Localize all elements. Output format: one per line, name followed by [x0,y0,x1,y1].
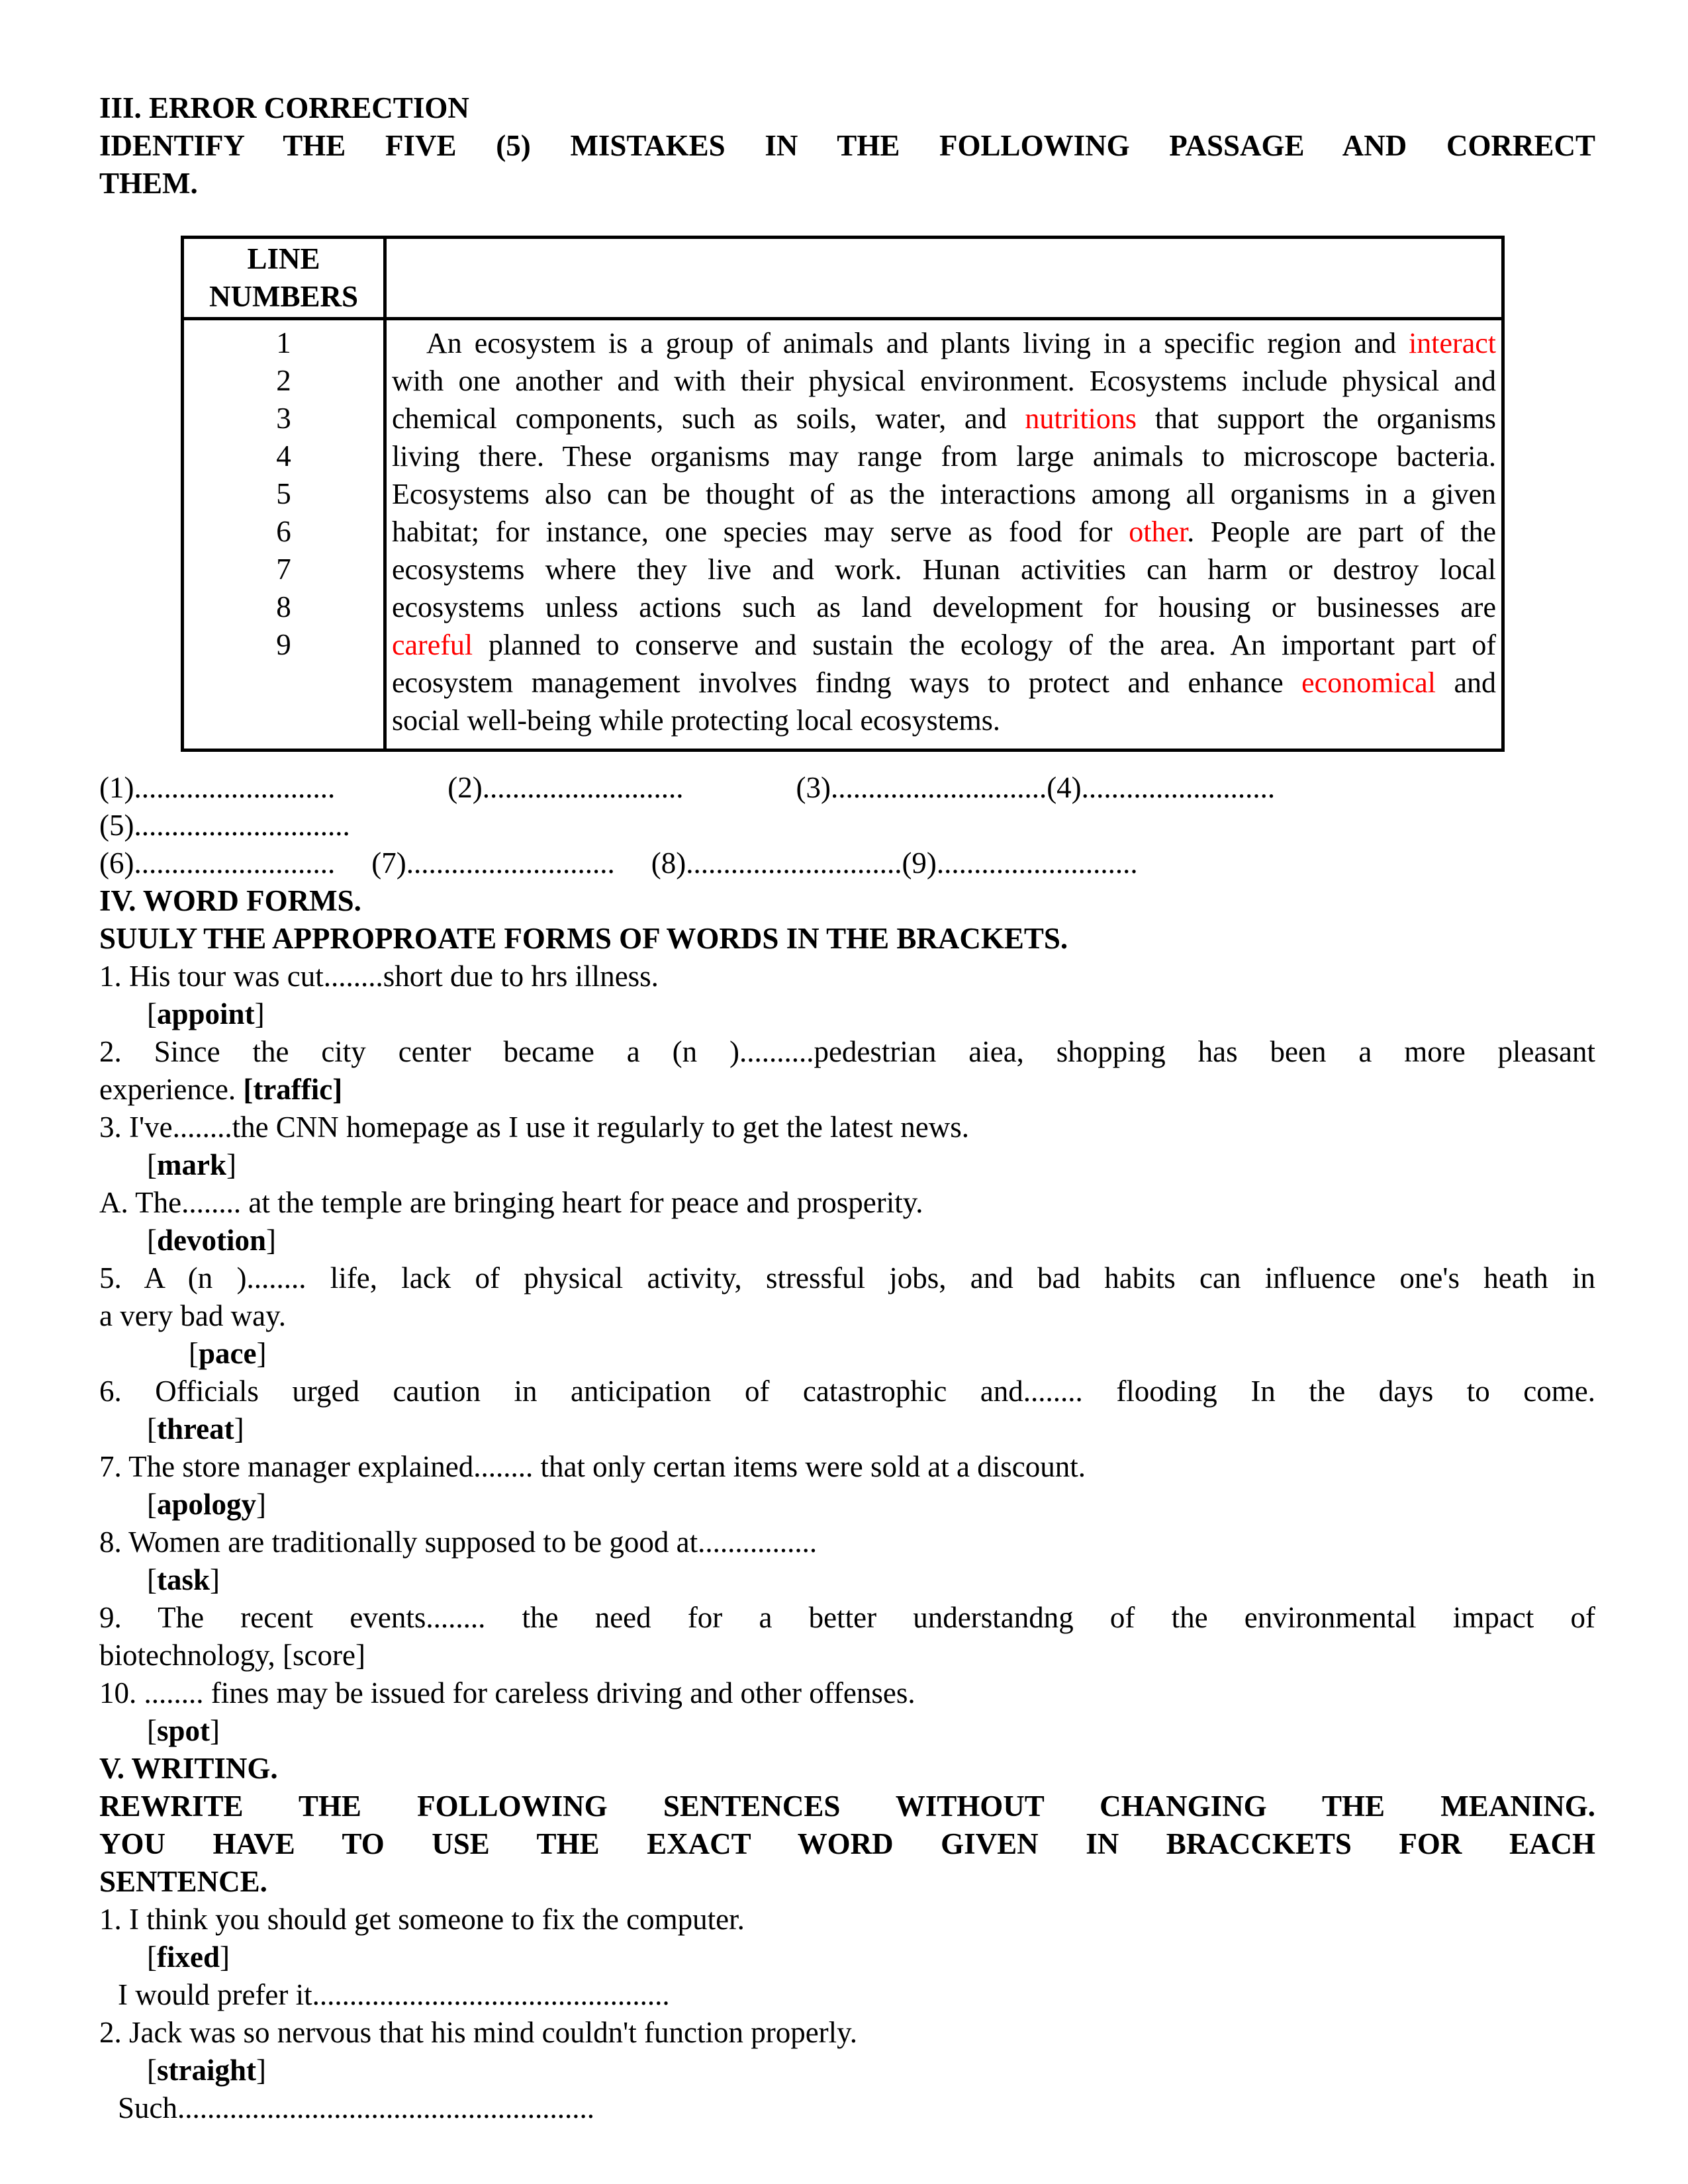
bracket-word: fixed [157,1940,220,1974]
passage-line [392,324,1496,362]
bracket-word: straight [157,2054,256,2087]
line-number: 4 [276,439,291,473]
section-5-subtitle-line-1: REWRITE THE FOLLOWING SENTENCES WITHOUT CHANGING THE MEANING. [99,1790,1595,1823]
sentence-text: 7. The store manager explained........ that only certan items were sold at a discount. [99,1450,1086,1483]
bracket-hint [99,1486,1595,1524]
error-word: economical [1301,666,1436,699]
bracket-open: [ [147,1412,157,1445]
line-number: 7 [276,553,291,586]
line-number: 5 [276,477,291,510]
word-form-sentence [99,1109,1595,1146]
error-correction-table [181,236,1505,752]
word-form-sentence [99,1071,1595,1109]
word-form-sentence [99,1373,1595,1410]
bracket-open: [ [147,1940,157,1974]
bracket-word: threat [157,1412,234,1445]
bracket-word: devotion [157,1224,267,1257]
passage-line [392,400,1496,437]
passage-text: An ecosystem is a group of animals and plants living in a specific region and [426,327,1409,359]
section-4-title: IV. WORD FORMS. [99,884,361,917]
writing-sentence: 1. I think you should get someone to fix the computer. [99,1903,745,1936]
passage-text: ecosystems unless actions such as land development for housing or businesses are [392,591,1496,623]
answer-blank: (5)............................. [99,809,350,842]
bracket-close: ] [210,1714,220,1747]
sentence-text: 8. Women are traditionally supposed to be good at................ [99,1525,818,1559]
word-form-sentence [99,958,1595,995]
bracket-hint [99,1410,1595,1448]
bracket-hint [99,2052,1595,2089]
sentence-text: a very bad way. [99,1299,286,1332]
passage-text: and [1435,666,1496,699]
sentence-text: 2. Since the city center became a (n )..........pedestrian aiea, shopping has been a more pleasant [99,1035,1595,1068]
bracket-word-inline: [traffic] [243,1073,343,1106]
error-word: other [1129,516,1188,548]
passage-line [392,437,1496,475]
bracket-hint [99,1712,1595,1750]
bracket-hint [99,1146,1595,1184]
bracket-close: ] [254,997,265,1030]
writing-answer-blank: I would prefer it................................................ [118,1978,670,2011]
section-4-subtitle: SUULY THE APPROPROATE FORMS OF WORDS IN THE BRACKETS. [99,922,1068,955]
passage-line [392,588,1496,626]
sentence-text: experience. [99,1073,244,1106]
bracket-word: task [157,1563,211,1596]
answer-row [99,769,1595,807]
word-form-sentence [99,1637,1595,1674]
section-3-subtitle-line-1: IDENTIFY THE FIVE (5) MISTAKES IN THE FOLLOWING PASSAGE AND CORRECT [99,129,1595,162]
bracket-hint [99,1938,1595,1976]
answer-blank: (6)........................... [99,846,336,880]
bracket-hint [99,995,1595,1033]
word-form-sentence [99,1033,1595,1071]
bracket-close: ] [226,1148,236,1181]
bracket-close: ] [256,1337,267,1370]
passage-line [392,362,1496,400]
word-form-sentence [99,1184,1595,1222]
passage-text: that support the organisms [1137,402,1496,435]
answer-row [99,807,1595,844]
bracket-word: apology [157,1488,257,1521]
bracket-open: [ [147,997,157,1030]
answer-blank: (2)........................... [447,771,684,804]
word-forms-items [99,958,1595,1750]
word-form-sentence [99,1259,1595,1297]
bracket-close: ] [266,1224,277,1257]
passage-cell [385,319,1503,751]
sentence-text: 10. ........ fines may be issued for careless driving and other offenses. [99,1676,915,1709]
bracket-word: pace [199,1337,257,1370]
passage-line [392,475,1496,513]
line-number: 9 [276,628,291,661]
sentence-text: 3. I've........the CNN homepage as I use it regularly to get the latest news. [99,1111,970,1144]
bracket-open: [ [147,1563,157,1596]
section-5-subtitle-line-3: SENTENCE. [99,1865,267,1898]
passage-text: social well-being while protecting local ecosystems. [392,704,1000,737]
passage-line [392,664,1496,702]
passage-line [392,551,1496,588]
passage-text: ecosystem management involves findng ways to protect and enhance [392,666,1302,699]
bracket-word: appoint [157,997,255,1030]
line-number: 6 [276,515,291,548]
passage-header-empty [385,238,1503,319]
passage-text: habitat; for instance, one species may serve as food for [392,516,1129,548]
bracket-hint [99,1335,1595,1373]
sentence-text: 9. The recent events........ the need for a better understandng of the environmental impact of [99,1601,1595,1634]
word-form-sentence [99,1297,1595,1335]
answer-blank: (8).............................(9)........................... [651,846,1138,880]
error-word: nutritions [1025,402,1137,435]
bracket-close: ] [234,1412,244,1445]
line-number: 8 [276,590,291,623]
sentence-text: A. The........ at the temple are bringing heart for peace and prosperity. [99,1186,923,1219]
bracket-close: ] [256,2054,266,2087]
passage-text: ecosystems where they live and work. Hunan activities can harm or destroy local [392,553,1496,586]
bracket-open: [ [147,2054,157,2087]
writing-sentence: 2. Jack was so nervous that his mind couldn't function properly. [99,2016,857,2049]
word-form-sentence [99,1524,1595,1561]
answer-row [99,844,1595,882]
word-form-sentence [99,1599,1595,1637]
writing-items [99,1901,1595,2127]
sentence-text: 6. Officials urged caution in anticipation of catastrophic and........ flooding In the days to come. [99,1375,1595,1408]
line-numbers-header: LINE NUMBERS [183,238,385,319]
line-numbers-cell [183,319,385,751]
passage-text: Ecosystems also can be thought of as the interactions among all organisms in a given [392,478,1496,510]
bracket-close: ] [220,1940,230,1974]
writing-answer-blank: Such........................................................ [118,2091,594,2124]
passage-text: . People are part of the [1187,516,1496,548]
bracket-hint [99,1222,1595,1259]
bracket-open: [ [189,1337,199,1370]
passage-line [392,513,1496,551]
answer-blank: (1)........................... [99,771,336,804]
answer-blank: (3).............................(4).......................... [796,771,1276,804]
bracket-close: ] [210,1563,220,1596]
bracket-word: spot [157,1714,211,1747]
passage-text: planned to conserve and sustain the ecology of the area. An important part of [473,629,1496,661]
passage-line [392,626,1496,664]
sentence-text: biotechnology, [score] [99,1639,365,1672]
table-header-row [183,238,1503,319]
passage-text: living there. These organisms may range from large animals to microscope bacteria. [392,440,1496,473]
bracket-open: [ [147,1488,157,1521]
answer-blanks-section [99,769,1595,882]
word-form-sentence [99,1448,1595,1486]
error-word: careful [392,629,473,661]
line-number: 1 [276,326,291,359]
passage-text: with one another and with their physical environment. Ecosystems include physical and [392,365,1496,397]
section-3-subtitle-line-2: THEM. [99,167,198,200]
bracket-hint [99,1561,1595,1599]
bracket-close: ] [256,1488,267,1521]
bracket-open: [ [147,1148,157,1181]
word-form-sentence [99,1674,1595,1712]
table-body-row [183,319,1503,751]
bracket-open: [ [147,1224,157,1257]
sentence-text: 5. A (n )........ life, lack of physical activity, stressful jobs, and bad habits can influence one's heath in [99,1261,1595,1295]
sentence-text: 1. His tour was cut........short due to hrs illness. [99,960,659,993]
line-number: 3 [276,402,291,435]
line-number: 2 [276,364,291,397]
bracket-open: [ [147,1714,157,1747]
passage-text: chemical components, such as soils, water, and [392,402,1025,435]
section-5-title: V. WRITING. [99,1752,278,1785]
section-3-title: III. ERROR CORRECTION [99,91,469,124]
bracket-word: mark [157,1148,226,1181]
answer-blank: (7)............................ [371,846,615,880]
error-word: interact [1409,327,1496,359]
passage-line [392,702,1496,739]
section-5-subtitle-line-2: YOU HAVE TO USE THE EXACT WORD GIVEN IN BRACCKETS FOR EACH [99,1827,1595,1860]
